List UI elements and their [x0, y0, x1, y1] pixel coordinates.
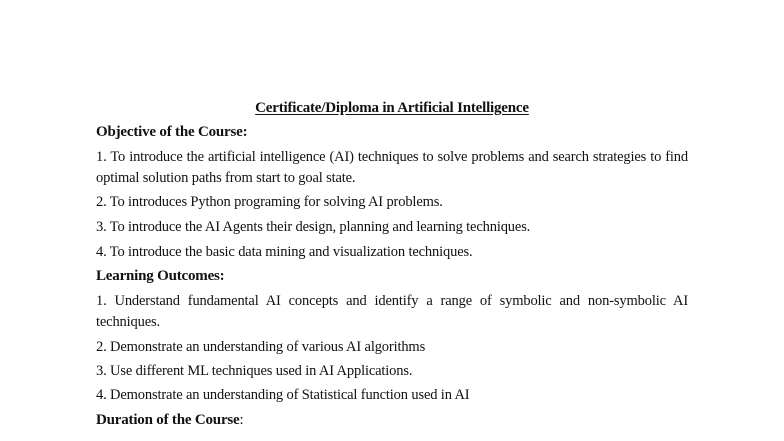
objective-heading: Objective of the Course:	[96, 124, 248, 140]
duration-heading-text: Duration of the Course	[96, 412, 240, 428]
document-title: Certificate/Diploma in Artificial Intelligence	[255, 100, 529, 116]
outcome-item-2: 2. Demonstrate an understanding of various AI algorithms	[96, 339, 426, 355]
outcome-item-1: 1. Understand fundamental AI concepts and identify a range of symbolic and non-symbolic AI techniques.	[96, 293, 688, 330]
objective-item-1: 1. To introduce the artificial intelligence (AI) techniques to solve problems and search strategies to find optimal solution paths from start to goal state.	[96, 149, 688, 186]
outcome-item-4: 4. Demonstrate an understanding of Statistical function used in AI	[96, 387, 470, 403]
duration-heading	[96, 410, 243, 430]
objective-item-2: 2. To introduces Python programing for solving AI problems.	[96, 194, 443, 210]
objective-item-4: 4. To introduce the basic data mining and visualization techniques.	[96, 244, 473, 260]
duration-heading-colon: :	[239, 412, 244, 428]
outcome-item-3: 3. Use different ML techniques used in AI Applications.	[96, 363, 413, 379]
outcomes-heading: Learning Outcomes:	[96, 268, 225, 284]
objective-item-3: 3. To introduce the AI Agents their design, planning and learning techniques.	[96, 219, 531, 235]
